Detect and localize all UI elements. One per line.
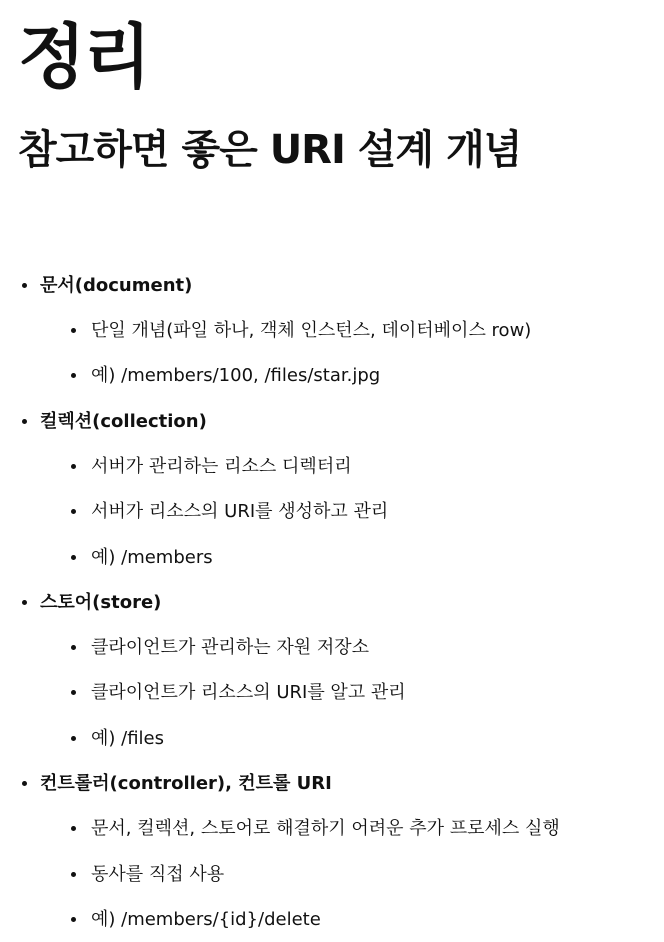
list-item: 예) /members/{id}/delete [0,897,664,942]
list-item: 서버가 관리하는 리소스 디렉터리 [0,444,664,489]
section-label: 컨트롤러(controller), 컨트롤 URI [0,761,664,806]
list-item: 클라이언트가 리소스의 URI를 알고 관리 [0,670,664,715]
section-label: 스토어(store) [0,580,664,625]
uri-concept-list [0,263,664,942]
list-item: 서버가 리소스의 URI를 생성하고 관리 [0,489,664,534]
section-label: 컬렉션(collection) [0,399,664,444]
list-item: 단일 개념(파일 하나, 객체 인스턴스, 데이터베이스 row) [0,308,664,353]
section-items [0,806,664,942]
section-document [0,263,664,399]
section-controller [0,761,664,942]
page-title: 정리 [18,16,150,98]
list-item: 동사를 직접 사용 [0,852,664,897]
page-subtitle: 참고하면 좋은 URI 설계 개념 [18,127,522,173]
section-items [0,308,664,399]
section-items [0,625,664,761]
list-item: 예) /members [0,535,664,580]
list-item: 클라이언트가 관리하는 자원 저장소 [0,625,664,670]
list-item: 문서, 컬렉션, 스토어로 해결하기 어려운 추가 프로세스 실행 [0,806,664,851]
section-label: 문서(document) [0,263,664,308]
list-item: 예) /members/100, /files/star.jpg [0,353,664,398]
section-items [0,444,664,580]
list-item: 예) /files [0,716,664,761]
section-store [0,580,664,761]
section-collection [0,399,664,580]
